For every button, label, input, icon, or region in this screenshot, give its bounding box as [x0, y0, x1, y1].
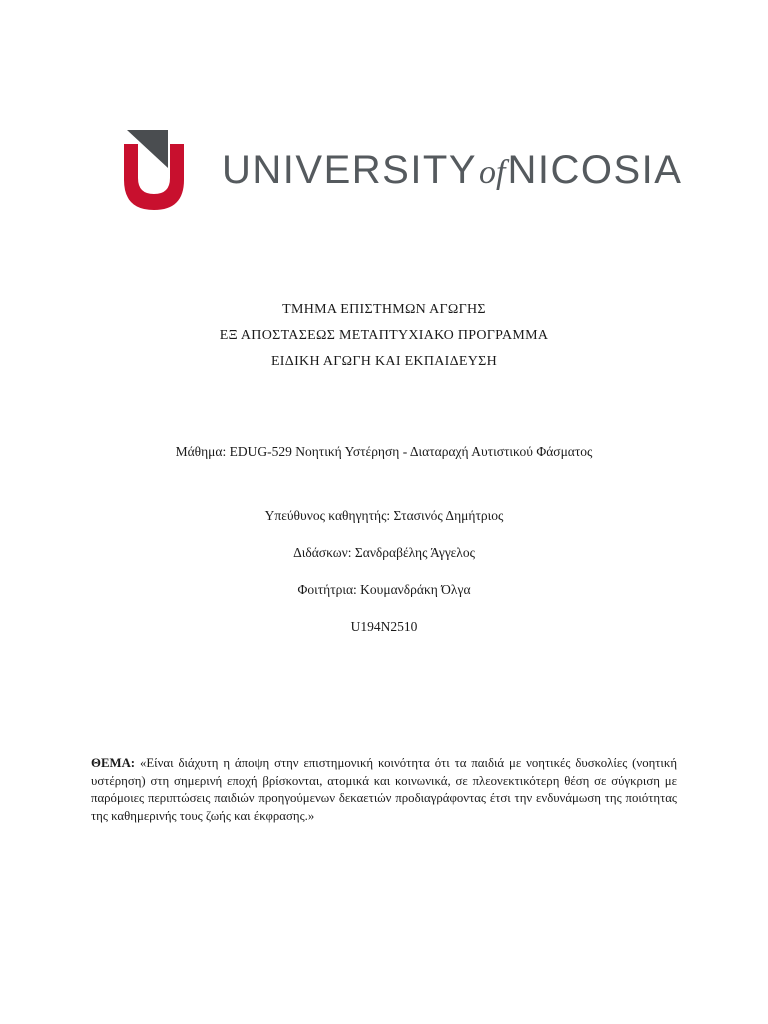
- course-line: Μάθημα: EDUG-529 Νοητική Υστέρηση - Διαταραχή Αυτιστικού Φάσματος: [175, 444, 593, 459]
- university-logo: [124, 130, 683, 210]
- department-header: [0, 297, 768, 375]
- supervisor-line: Υπεύθυνος καθηγητής: Στασινός Δημήτριος: [264, 508, 504, 523]
- department-line: ΤΜΗΜΑ ΕΠΙΣΤΗΜΩΝ ΑΓΩΓΗΣ: [282, 302, 486, 317]
- instructor-line: Διδάσκων: Σανδραβέλης Άγγελος: [293, 545, 475, 560]
- specialization-line: ΕΙΔΙΚΗ ΑΓΩΓΗ ΚΑΙ ΕΚΠΑΙΔΕΥΣΗ: [270, 354, 498, 369]
- logo-name-part1: UNIVERSITY: [222, 148, 478, 192]
- student-line: Φοιτήτρια: Κουμανδράκη Όλγα: [297, 582, 471, 597]
- logo-name-part2: NICOSIA: [507, 148, 683, 192]
- logo-mark-icon: [124, 130, 208, 210]
- program-line: ΕΞ ΑΠΟΣΤΑΣΕΩΣ ΜΕΤΑΠΤΥΧΙΑΚΟ ΠΡΟΓΡΑΜΜΑ: [219, 328, 549, 343]
- theme-label: ΘΕΜΑ:: [91, 756, 136, 770]
- theme-text: «Είναι διάχυτη η άποψη στην επιστημονική κοινότητα ότι τα παιδιά με νοητικές δυσκολίες (νοητική υστέρηση) στη σημερινή εποχή βρίσκονται, ατομικά και κοινωνικά, σε πλεονεκτικότερη θέση σε σύγκριση με παρόμοιες περιπτώσεις παιδιών προηγούμενων δεκαετιών προδιαγράφοντας έτσι την ενδυνάμωση της ποιότητας της καθημερινής τους ζωής και έκφρασης.»: [91, 756, 678, 823]
- student-id: U194N2510: [350, 619, 418, 634]
- logo-wordmark: [222, 142, 682, 201]
- theme-paragraph: [91, 755, 677, 825]
- logo-name-of: of: [479, 154, 506, 191]
